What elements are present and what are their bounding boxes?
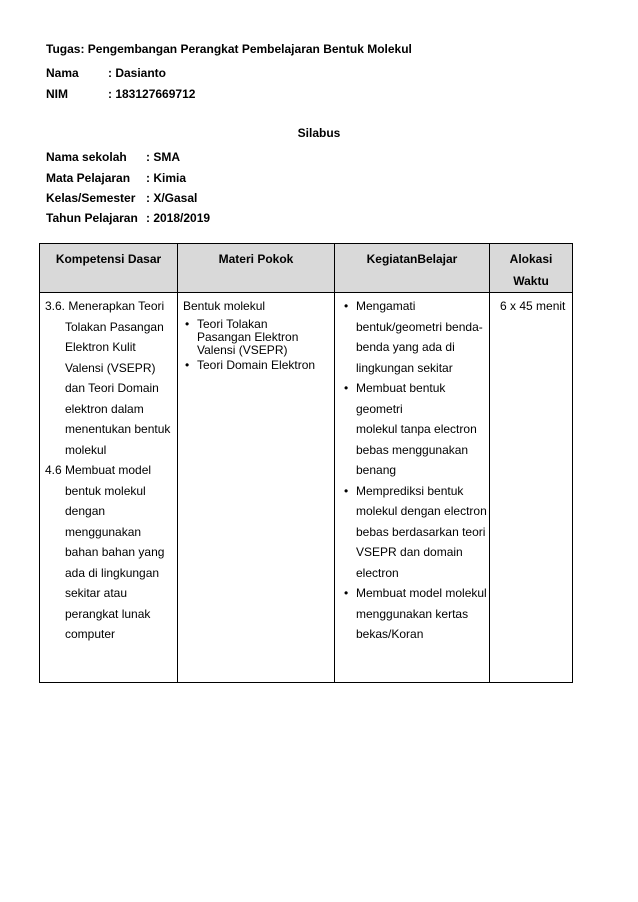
kd-line: perangkat lunak (65, 606, 151, 621)
kb-line: bebas menggunakan (356, 442, 469, 457)
header-kegiatan-belajar: KegiatanBelajar (335, 244, 490, 293)
header-alokasi-line: Alokasi (509, 252, 553, 266)
list-item (197, 359, 334, 372)
mp-line: Valensi (VSEPR) (197, 343, 288, 357)
kb-line: bebas berdasarkan teori (356, 524, 486, 539)
kd-line: elektron dalam (65, 401, 144, 416)
header-alokasi-waktu (490, 244, 573, 293)
kb-line: VSEPR dan domain (356, 545, 463, 559)
info-value: : Kimia (146, 171, 187, 185)
info-label: Nama sekolah (46, 150, 127, 164)
kd-line: Valensi (VSEPR) (65, 360, 156, 375)
kd-line: 3.6. Menerapkan Teori (45, 299, 165, 313)
list-item (356, 481, 489, 584)
info-value: : SMA (146, 150, 180, 164)
info-value: : X/Gasal (146, 191, 198, 205)
kb-line: menggunakan kertas (356, 606, 469, 621)
kd-line: dengan (65, 504, 106, 518)
kd-line: bahan bahan yang (65, 545, 165, 559)
info-row-subject (46, 171, 186, 185)
kb-line: molekul dengan electron (356, 504, 487, 518)
kb-line: • Memprediksi bentuk (356, 483, 464, 498)
kb-line: benang (356, 463, 397, 477)
kb-list (343, 296, 489, 645)
kb-line: • Membuat bentuk geometri (356, 381, 446, 416)
info-label: Tahun Pelajaran (46, 211, 138, 225)
kb-line: lingkungan sekitar (356, 360, 453, 375)
kd-line: molekul (65, 442, 107, 457)
kd-line: ada di lingkungan (65, 565, 160, 580)
kd-line: dan Teori Domain (65, 381, 159, 395)
cell-materi-pokok (178, 293, 335, 683)
header-waktu-line: Waktu (513, 274, 549, 288)
info-label: Kelas/Semester (46, 191, 136, 205)
kb-line: molekul tanpa electron (356, 422, 477, 436)
info-label: Mata Pelajaran (46, 171, 131, 185)
table-row (40, 293, 573, 683)
kb-line: • Membuat model molekul (356, 586, 487, 600)
info-row-school (46, 150, 180, 164)
kd-line: menentukan bentuk (65, 422, 171, 436)
kd-line: Tolakan Pasangan (65, 319, 164, 334)
kd-line: sekitar atau (65, 586, 128, 600)
nim-row (46, 87, 195, 101)
name-label: Nama (46, 66, 79, 80)
list-item (356, 583, 489, 645)
mp-intro: Bentuk molekul (183, 299, 266, 313)
info-row-year (46, 211, 210, 225)
mp-line: Pasangan Elektron (197, 330, 299, 344)
assignment-title: Tugas: Pengembangan Perangkat Pembelajaran Bentuk Molekul (46, 42, 412, 56)
table-header-row (40, 244, 573, 293)
kd-line: menggunakan (65, 524, 142, 539)
name-row (46, 66, 166, 80)
cell-kegiatan-belajar (335, 293, 490, 683)
mp-list (183, 318, 334, 372)
info-row-class (46, 191, 197, 205)
nim-label: NIM (46, 87, 68, 101)
mp-line: • Teori Domain Elektron (197, 358, 316, 372)
kb-line: bekas/Koran (356, 627, 424, 641)
nim-value: : 183127669712 (108, 87, 196, 101)
kd-line: Elektron Kulit (65, 340, 136, 354)
cell-alokasi-waktu: 6 x 45 menit (490, 293, 573, 683)
kd-line: bentuk molekul (65, 483, 146, 498)
mp-line: • Teori Tolakan (197, 317, 268, 331)
cell-kompetensi-dasar (40, 293, 178, 683)
kb-line: benda yang ada di (356, 340, 455, 354)
kb-line: electron (356, 565, 399, 580)
list-item (356, 296, 489, 378)
list-item (197, 318, 334, 357)
kb-line: bentuk/geometri benda- (356, 319, 483, 334)
header-materi-pokok: Materi Pokok (178, 244, 335, 293)
kd-line: computer (65, 627, 116, 641)
header-kompetensi-dasar: Kompetensi Dasar (40, 244, 178, 293)
info-value: : 2018/2019 (146, 211, 211, 225)
name-value: : Dasianto (108, 66, 167, 80)
syllabus-table (39, 243, 573, 683)
kb-line: • Mengamati (356, 299, 416, 313)
document-title: Silabus (297, 126, 341, 140)
kd-line: 4.6 Membuat model (45, 463, 152, 477)
list-item (356, 378, 489, 481)
